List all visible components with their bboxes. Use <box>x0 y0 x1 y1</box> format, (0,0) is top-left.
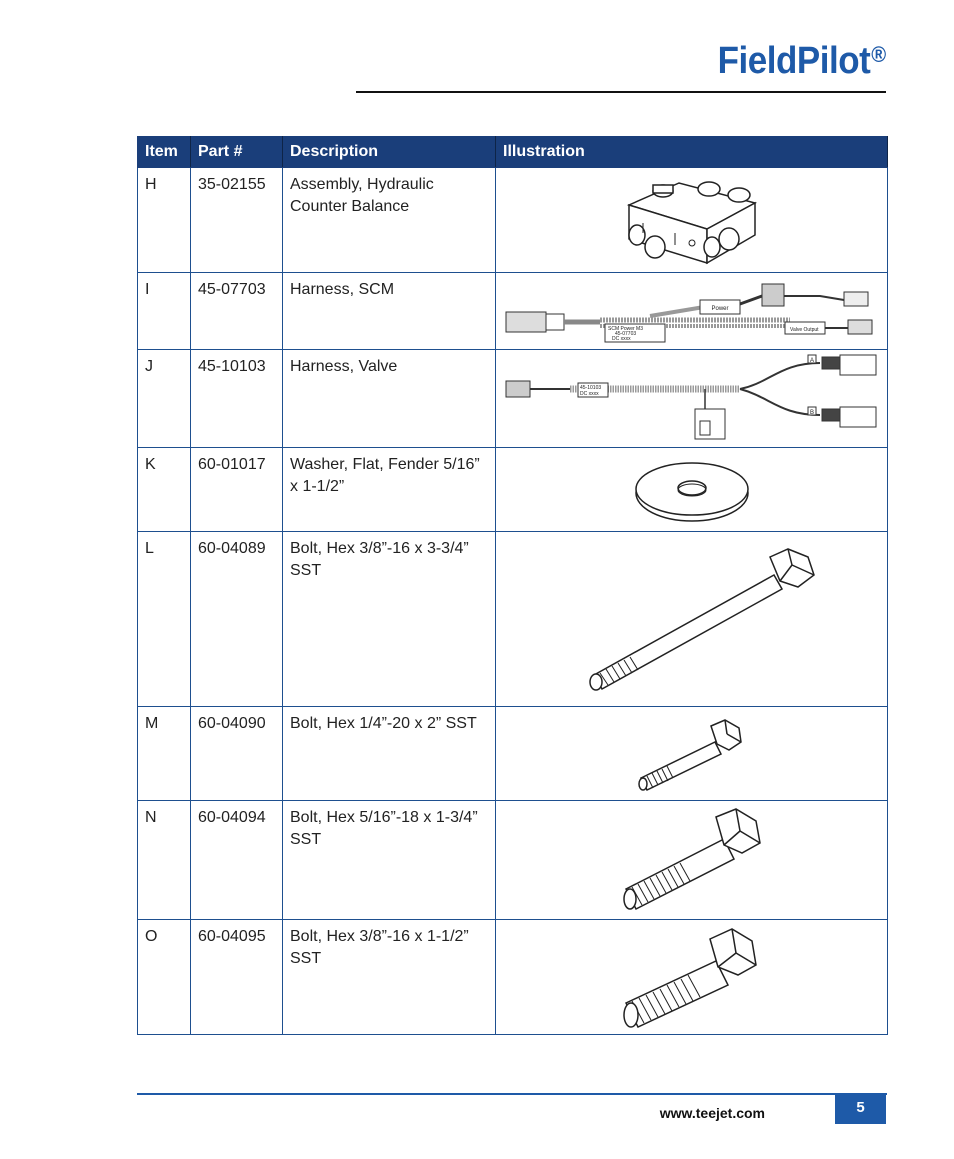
item-cell: H <box>138 168 191 273</box>
illustration-cell <box>496 448 888 532</box>
illustration-cell <box>496 350 888 448</box>
part-cell: 45-07703 <box>191 273 283 350</box>
valve-output-label: Valve Output <box>789 327 819 333</box>
flat-washer-icon <box>632 455 752 525</box>
hex-bolt-icon <box>627 712 757 796</box>
item-cell: J <box>138 350 191 448</box>
tag-label-3: DC xxxx <box>611 336 631 342</box>
tag-label-2: DC xxxx <box>579 390 599 397</box>
table-row <box>138 707 888 801</box>
page-number: 5 <box>835 1093 886 1124</box>
power-label: Power <box>710 306 729 312</box>
description-cell: Harness, Valve <box>283 350 496 448</box>
description-cell: Bolt, Hex 3/8”-16 x 1-1/2” SST <box>283 920 496 1035</box>
footer-divider <box>137 1093 887 1095</box>
item-cell: K <box>138 448 191 532</box>
illustration-cell <box>496 707 888 801</box>
hex-bolt-icon <box>612 923 772 1031</box>
table-row <box>138 448 888 532</box>
hex-bolt-icon <box>612 805 772 915</box>
description-cell: Bolt, Hex 5/16”-18 x 1-3/4” SST <box>283 801 496 920</box>
table-header-row <box>138 137 888 168</box>
tag-label-1: SCM Power M3 <box>607 326 643 332</box>
column-header-item: Item <box>138 137 191 168</box>
item-cell: N <box>138 801 191 920</box>
table-row <box>138 532 888 707</box>
brand-logo <box>718 40 886 83</box>
header-divider <box>356 91 886 93</box>
part-cell: 45-10103 <box>191 350 283 448</box>
table-row <box>138 920 888 1035</box>
part-cell: 60-04089 <box>191 532 283 707</box>
column-header-part: Part # <box>191 137 283 168</box>
part-cell: 60-04095 <box>191 920 283 1035</box>
illustration-cell <box>496 532 888 707</box>
illustration-cell <box>496 168 888 273</box>
harness-valve-icon <box>500 353 884 445</box>
hex-bolt-icon <box>552 535 832 703</box>
tag-label-1: 45-10103 <box>579 384 601 391</box>
description-cell: Bolt, Hex 1/4”-20 x 2” SST <box>283 707 496 801</box>
illustration-cell <box>496 920 888 1035</box>
brand-name: FieldPilot <box>717 40 871 82</box>
part-cell: 35-02155 <box>191 168 283 273</box>
tag-label-2: 45-07703 <box>614 331 636 337</box>
column-header-illustration: Illustration <box>496 137 888 168</box>
parts-table <box>137 136 888 1035</box>
footer-website[interactable] <box>617 1105 817 1121</box>
website-link[interactable]: www.teejet.com <box>659 1105 765 1121</box>
registered-mark: ® <box>871 42 886 67</box>
part-cell: 60-04090 <box>191 707 283 801</box>
part-cell: 60-04094 <box>191 801 283 920</box>
output-a-label: A <box>809 357 814 364</box>
item-cell: M <box>138 707 191 801</box>
table-row <box>138 350 888 448</box>
table-row <box>138 273 888 350</box>
item-cell: L <box>138 532 191 707</box>
table-row <box>138 168 888 273</box>
description-cell: Harness, SCM <box>283 273 496 350</box>
illustration-cell <box>496 801 888 920</box>
harness-scm-icon <box>500 276 884 346</box>
column-header-description: Description <box>283 137 496 168</box>
description-cell: Assembly, Hydraulic Counter Balance <box>283 168 496 273</box>
item-cell: O <box>138 920 191 1035</box>
hydraulic-manifold-icon <box>617 173 767 268</box>
item-cell: I <box>138 273 191 350</box>
illustration-cell <box>496 273 888 350</box>
description-cell: Bolt, Hex 3/8”-16 x 3-3/4” SST <box>283 532 496 707</box>
part-cell: 60-01017 <box>191 448 283 532</box>
output-b-label: B <box>809 409 814 416</box>
description-cell: Washer, Flat, Fender 5/16” x 1-1/2” <box>283 448 496 532</box>
table-row <box>138 801 888 920</box>
